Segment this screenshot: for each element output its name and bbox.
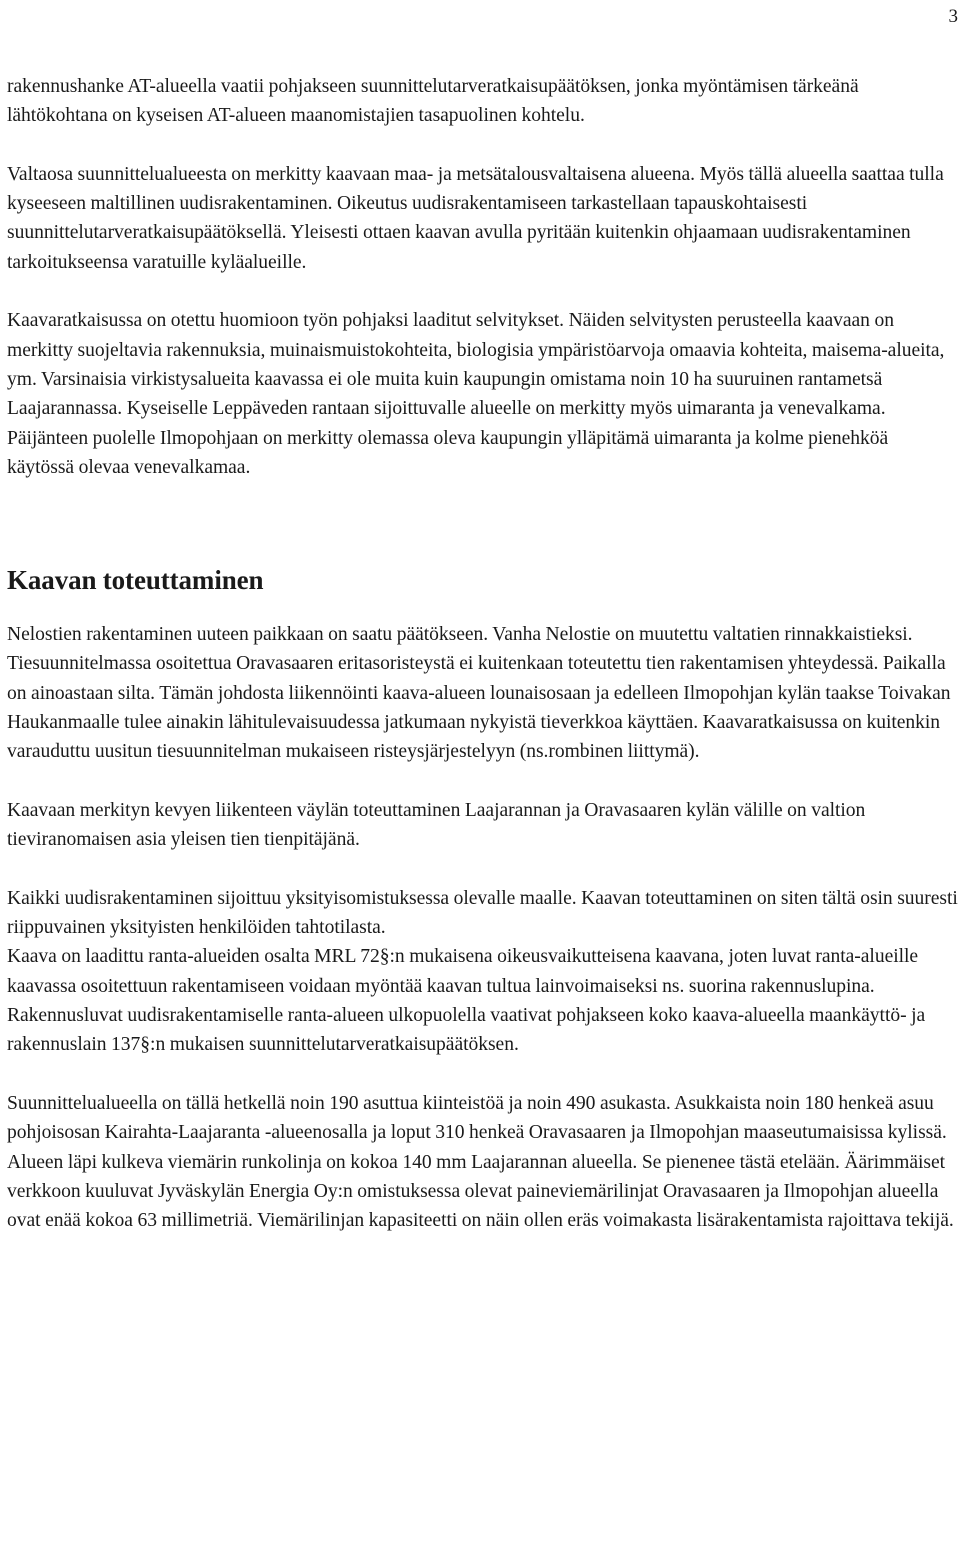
paragraph-shore-permits: Kaava on laadittu ranta-alueiden osalta MRL 72§:n mukaisena oikeusvaikutteisena kaavana, joten luvat ranta-alueille kaavassa osoitettuun rakentamiseen voidaan myöntää kaavan tultua lainvoimaiseksi ns. suorina rakennuslupina. xyxy=(7,946,919,997)
paragraph-sewer-capacity: Alueen läpi kulkeva viemärin runkolinja on kokoa 140 mm Laajarannan alueella. Se pienenee tästä etelään. Äärimmäiset verkkoon kuuluvat Jyväskylän Energia Oy:n omistuksessa olevat paineviemärilinjat Oravasaaren ja Ilmopohjan alueella ovat enää kokoa 63 millimetriä. Viemärilinjan kapasiteetti on näin ollen eräs voimakasta lisärakentamista rajoittava tekijä. xyxy=(7,1151,954,1232)
section-heading: Kaavan toteuttaminen xyxy=(7,565,264,596)
paragraph-light-traffic-route: Kaavaan merkityn kevyen liikenteen väylän toteuttaminen Laajarannan ja Oravasaaren kylän välille on valtion tieviranomaisen asia yleisen tien tienpitäjänä. xyxy=(7,799,866,851)
paragraph-road-construction: Nelostien rakentaminen uuteen paikkaan on saatu päätökseen. Vanha Nelostie on muutettu valtatien rinnakkaistieksi. Tiesuunnitelmassa osoitettua Oravasaaren eritasoristeystä ei kuitenkaan toteutettu tien rakentamisen yhteydessä. Paikalla on ainoastaan silta. Tämän johdosta liikennöinti kaava-alueen lounaisosaan ja edelleen Ilmopohjan kylän taakse Toivakan Haukanmaalle tulee ainakin lähitulevaisuudessa jatkumaan nykyistä tieverkkoa käyttäen. Kaavaratkaisussa on kuitenkin varauduttu uusitun tiesuunnitelman mukaiseen risteysjärjestelyyn (ns.rombinen liittymä). xyxy=(7,624,951,763)
paragraph-population: Suunnittelualueella on tällä hetkellä noin 190 asuttua kiinteistöä ja noin 490 asukasta. Asukkaista noin 180 henkeä asuu pohjoisosan Kairahta-Laajaranta -alueenosalla ja loput 310 henkeä Oravasaaren ja Ilmopohjan maaseutumaisissa kylissä. xyxy=(7,1092,947,1144)
paragraph-building-permits: Rakennusluvat uudisrakentamiselle ranta-alueen ulkopuolella vaativat pohjakseen koko kaava-alueella maankäyttö- ja rakennuslain 137§:n mukaisen suunnittelutarveratkaisupäätöksen. xyxy=(7,1005,926,1056)
paragraph-surveys-recreation: Kaavaratkaisussa on otettu huomioon työn pohjaksi laaditut selvitykset. Näiden selvitysten perusteella kaavaan on merkitty suojeltavia rakennuksia, muinaismuistokohteita, biologisia ympäristöarvoja omaavia kohteita, maisema-alueita, ym. Varsinaisia virkistysalueita kaavassa ei ole muita kuin kaupungin omistama noin 10 ha suuruinen rantametsä Laajarannassa. Kyseiselle Leppäveden rantaan sijoittuvalle alueelle on merkitty myös uimaranta ja venevalkama. Päijänteen puolelle Ilmopohjaan on merkitty olemassa oleva kaupungin ylläpitämä uimaranta ja kolme pienehköä käytössä olevaa venevalkamaa. xyxy=(7,310,945,478)
paragraph-forestry-area: Valtaosa suunnittelualueesta on merkitty kaavaan maa- ja metsätalousvaltaisena alueena. Myös tällä alueella saattaa tulla kyseeseen maltillinen uudisrakentaminen. Oikeutus uudisrakentamiseen tarkastellaan tapauskohtaisesti suunnittelutarveratkaisupäätöksellä. Yleisesti ottaen kaavan avulla pyritään kuitenkin ohjaamaan uudisrakentaminen tarkoitukseensa varatuille kyläalueille. xyxy=(7,163,944,273)
document-body xyxy=(7,72,958,1235)
paragraph-private-land: Kaikki uudisrakentaminen sijoittuu yksityisomistuksessa olevalle maalle. Kaavan toteuttaminen on siten tältä osin suuresti riippuvainen yksityisten henkilöiden tahtotilasta. xyxy=(7,887,958,939)
page-number: 3 xyxy=(948,6,958,27)
paragraph-at-area-permit: rakennushanke AT-alueella vaatii pohjakseen suunnittelutarveratkaisupäätöksen, jonka myöntämisen tärkeänä lähtökohtana on kyseisen AT-alueen maanomistajien tasapuolinen kohtelu. xyxy=(7,76,859,127)
